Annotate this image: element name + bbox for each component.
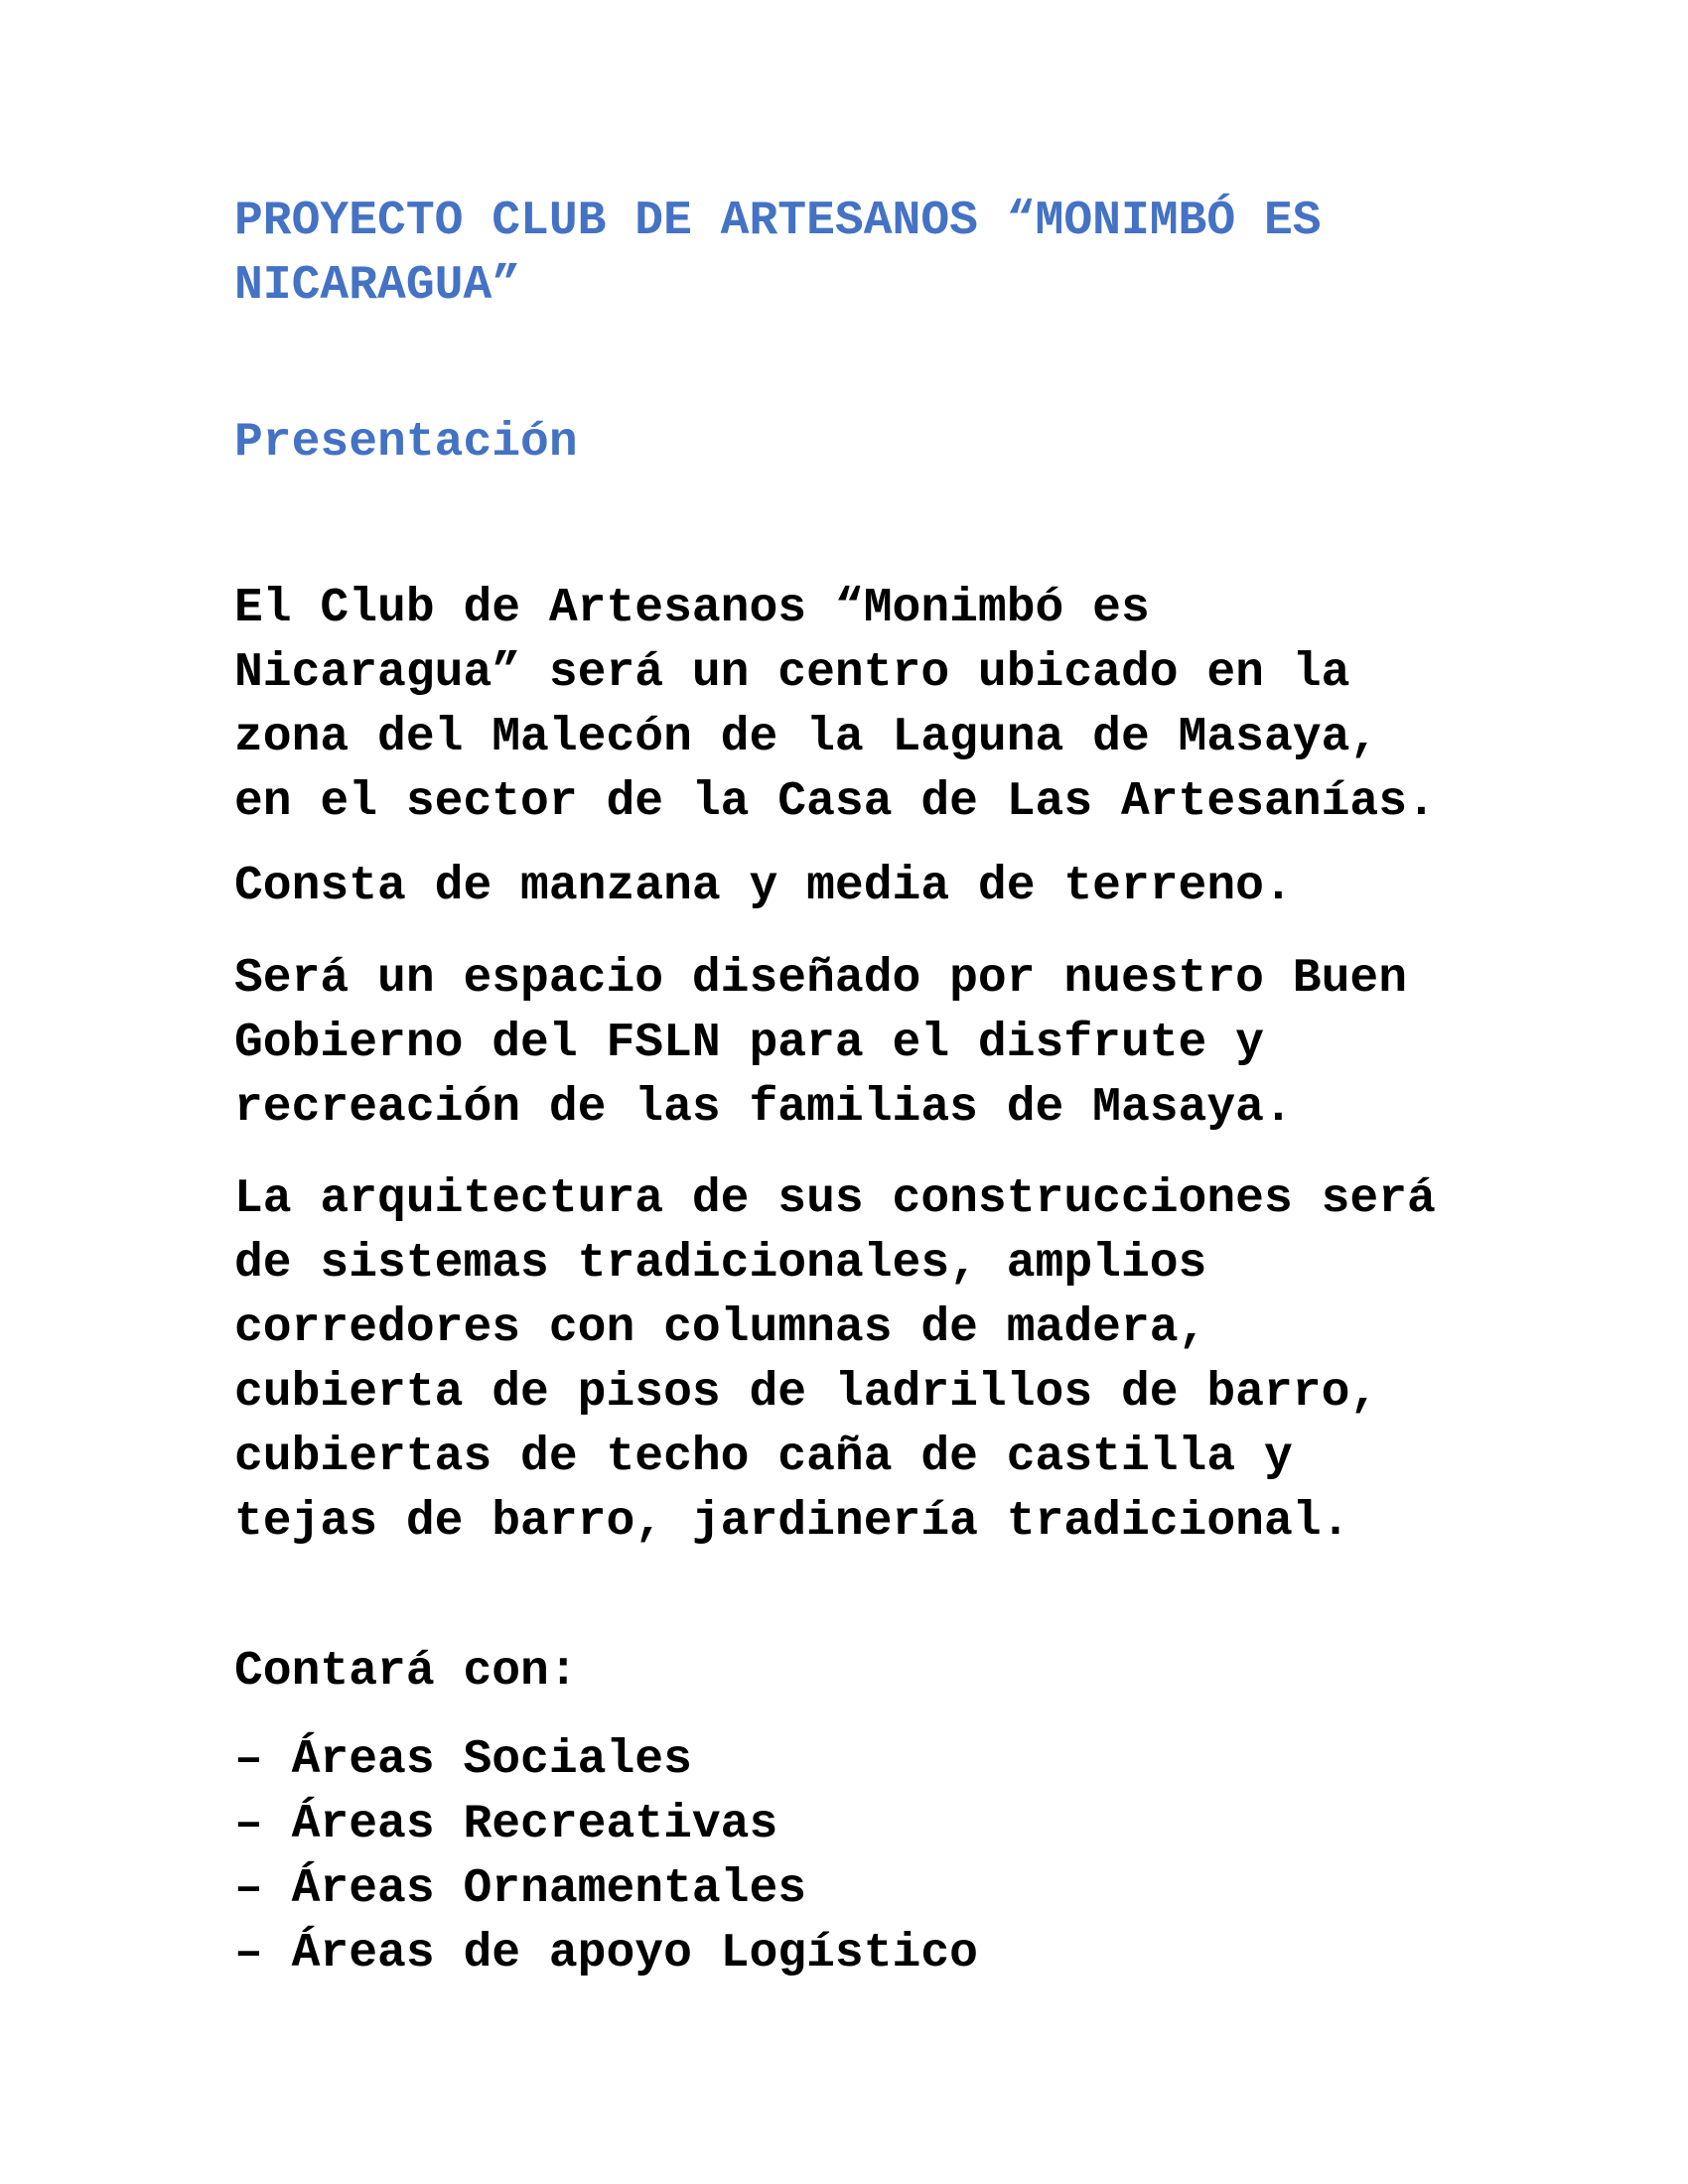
list-item-areas-ornamentales: – Áreas Ornamentales — [234, 1862, 807, 1916]
paragraph-land-size: Consta de manzana y media de terreno. — [234, 860, 1293, 913]
list-item-areas-recreativas: – Áreas Recreativas — [234, 1798, 778, 1851]
paragraph-architecture: La arquitectura de sus construcciones será de sistemas tradicionales, amplios corredores con columnas de madera, cubierta de pisos de ladrillos de barro, cubiertas de techo caña de castilla y tejas de barro, jardinería tradicional. — [234, 1172, 1436, 1549]
list-item-areas-sociales: – Áreas Sociales — [234, 1733, 692, 1787]
paragraph-purpose: Será un espacio diseñado por nuestro Buen Gobierno del FSLN para el disfrute y recreación de las familias de Masaya. — [234, 952, 1407, 1135]
features-list — [0, 1728, 1450, 1986]
list-intro: Contará con: — [234, 1645, 578, 1699]
section-heading-presentacion: Presentación — [234, 416, 578, 470]
document-title: PROYECTO CLUB DE ARTESANOS “MONIMBÓ ES NICARAGUA” — [234, 195, 1322, 313]
list-item-areas-apoyo-logistico: – Áreas de apoyo Logístico — [234, 1927, 978, 1980]
paragraph-location: El Club de Artesanos “Monimbó es Nicaragua” será un centro ubicado en la zona del Malecón de la Laguna de Masaya, en el sector de la Casa de Las Artesanías. — [234, 582, 1436, 829]
